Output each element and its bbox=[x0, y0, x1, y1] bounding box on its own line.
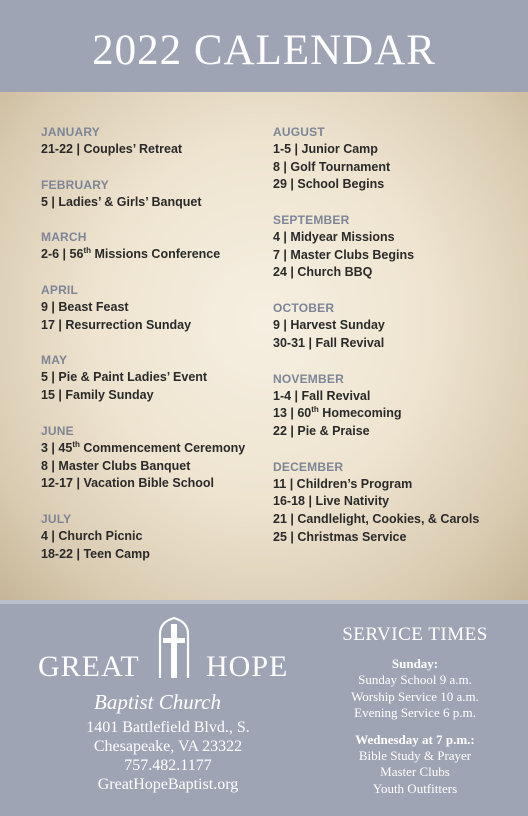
event-title: Junior Camp bbox=[301, 142, 378, 156]
event-row bbox=[41, 369, 245, 387]
event-date: 21 bbox=[273, 511, 287, 526]
event-date: 4 bbox=[41, 528, 48, 543]
separator: | bbox=[291, 142, 302, 156]
address-street: 1401 Battlefield Blvd., S. bbox=[86, 719, 250, 736]
event-row bbox=[273, 529, 479, 547]
month-block bbox=[41, 177, 245, 212]
separator: | bbox=[47, 440, 59, 455]
event-title: Beast Feast bbox=[58, 300, 129, 315]
month-name: JULY bbox=[41, 511, 72, 526]
event-title: Candlelight, Cookies, & Carols bbox=[297, 511, 480, 526]
event-title: Family Sunday bbox=[65, 388, 154, 403]
event-date: 17 bbox=[41, 317, 55, 332]
month-name: MARCH bbox=[41, 230, 87, 245]
month-block bbox=[273, 300, 479, 352]
separator: | bbox=[72, 546, 84, 561]
separator: | bbox=[54, 388, 66, 403]
service-times bbox=[330, 624, 500, 797]
event-date: 16-18 bbox=[273, 494, 305, 509]
event-ordinal-suffix: th bbox=[83, 246, 91, 256]
footer-divider bbox=[0, 600, 528, 604]
service-times-title: SERVICE TIMES bbox=[342, 624, 488, 645]
wednesday-heading: Wednesday at 7 p.m.: bbox=[355, 731, 475, 747]
month-block bbox=[41, 124, 245, 159]
month-block bbox=[41, 282, 245, 334]
header-band bbox=[0, 0, 528, 92]
event-title: Master Clubs Begins bbox=[290, 247, 415, 262]
sunday-item: Worship Service 10 a.m. bbox=[351, 688, 479, 704]
event-title: Church Picnic bbox=[58, 528, 143, 543]
event-ordinal-suffix: th bbox=[72, 439, 80, 449]
event-date: 1-5 bbox=[273, 142, 292, 156]
event-row bbox=[41, 141, 245, 159]
event-title: Ladies’ & Girls’ Banquet bbox=[58, 194, 202, 209]
event-date: 7 bbox=[273, 247, 280, 262]
month-name: JUNE bbox=[41, 423, 74, 438]
event-title: Resurrection Sunday bbox=[65, 317, 192, 332]
event-date: 22 bbox=[273, 423, 287, 438]
month-name: NOVEMBER bbox=[273, 371, 344, 386]
logo-subtitle: Baptist Church bbox=[94, 690, 221, 714]
month-name: FEBRUARY bbox=[41, 177, 109, 192]
separator: | bbox=[286, 476, 297, 491]
event-row bbox=[41, 387, 245, 405]
event-date: 18-22 bbox=[41, 546, 73, 561]
logo-word-great: GREAT bbox=[38, 650, 140, 683]
separator: | bbox=[304, 494, 316, 509]
event-title: Master Clubs Banquet bbox=[58, 458, 191, 473]
event-date: 11 bbox=[273, 476, 287, 491]
event-row bbox=[273, 264, 479, 282]
logo-word-hope: HOPE bbox=[206, 650, 289, 683]
month-block bbox=[41, 352, 245, 404]
event-row bbox=[273, 511, 479, 529]
event-ordinal: 56 bbox=[69, 247, 84, 262]
page-title: 2022 CALENDAR bbox=[92, 27, 436, 74]
event-row bbox=[273, 141, 479, 159]
event-row bbox=[273, 317, 479, 335]
sunday-item: Evening Service 6 p.m. bbox=[354, 705, 476, 720]
separator: | bbox=[286, 406, 298, 421]
event-date: 29 bbox=[273, 177, 287, 192]
month-block bbox=[273, 459, 479, 547]
event-title: Pie & Paint Ladies’ Event bbox=[58, 370, 208, 385]
month-block bbox=[41, 511, 245, 563]
event-row bbox=[41, 246, 245, 264]
separator: | bbox=[279, 247, 291, 262]
month-name: SEPTEMBER bbox=[273, 213, 350, 228]
event-date: 2-6 bbox=[41, 247, 60, 262]
sunday-item: Sunday School 9 a.m. bbox=[358, 672, 472, 687]
event-row bbox=[41, 317, 245, 335]
event-date: 1-4 bbox=[273, 388, 292, 403]
separator: | bbox=[59, 247, 70, 262]
event-row bbox=[41, 458, 245, 476]
event-row bbox=[273, 476, 479, 494]
month-block bbox=[41, 423, 245, 493]
event-row bbox=[273, 405, 479, 423]
month-name: APRIL bbox=[41, 283, 78, 298]
event-row bbox=[41, 299, 245, 317]
event-row bbox=[41, 475, 245, 493]
event-row bbox=[273, 229, 479, 247]
event-title: Teen Camp bbox=[83, 546, 150, 561]
event-title: Pie & Praise bbox=[297, 423, 370, 438]
event-row bbox=[273, 176, 479, 194]
separator: | bbox=[72, 142, 84, 156]
church-logo bbox=[36, 616, 298, 726]
calendar-column-right bbox=[273, 124, 479, 546]
event-date: 13 bbox=[273, 406, 287, 421]
event-title: Fall Revival bbox=[315, 335, 385, 350]
event-date: 21-22 bbox=[41, 142, 73, 156]
event-title: Live Nativity bbox=[315, 494, 390, 509]
event-title: Fall Revival bbox=[301, 388, 371, 403]
footer bbox=[0, 600, 528, 816]
event-date: 9 bbox=[41, 300, 48, 315]
event-row bbox=[41, 528, 245, 546]
month-block bbox=[273, 212, 479, 282]
calendar-panel bbox=[0, 92, 528, 600]
separator: | bbox=[304, 335, 316, 350]
event-date: 12-17 bbox=[41, 476, 73, 491]
event-date: 3 bbox=[41, 440, 48, 455]
event-row bbox=[273, 423, 479, 441]
separator: | bbox=[286, 423, 298, 438]
separator: | bbox=[47, 194, 59, 209]
month-name: DECEMBER bbox=[273, 459, 344, 474]
separator: | bbox=[291, 388, 302, 403]
address-city: Chesapeake, VA 23322 bbox=[93, 738, 243, 755]
event-date: 5 bbox=[41, 194, 48, 209]
event-row bbox=[41, 546, 245, 564]
event-date: 15 bbox=[41, 388, 55, 403]
separator: | bbox=[47, 528, 59, 543]
separator: | bbox=[286, 511, 298, 526]
event-date: 30-31 bbox=[273, 335, 305, 350]
month-name: OCTOBER bbox=[273, 301, 335, 316]
event-date: 8 bbox=[41, 458, 48, 473]
event-date: 5 bbox=[41, 370, 48, 385]
event-date: 9 bbox=[273, 318, 280, 333]
wednesday-item: Master Clubs bbox=[380, 764, 450, 779]
month-name: JANUARY bbox=[41, 125, 100, 139]
event-row bbox=[273, 335, 479, 353]
separator: | bbox=[286, 529, 298, 544]
separator: | bbox=[279, 318, 291, 333]
separator: | bbox=[47, 458, 59, 473]
separator: | bbox=[47, 370, 59, 385]
separator: | bbox=[286, 177, 298, 192]
event-title: Homecoming bbox=[318, 406, 402, 421]
event-date: 4 bbox=[273, 230, 280, 245]
event-title: Commencement Ceremony bbox=[79, 440, 246, 455]
event-title: Harvest Sunday bbox=[290, 318, 385, 333]
separator: | bbox=[54, 317, 66, 332]
separator: | bbox=[72, 476, 84, 491]
event-ordinal-suffix: th bbox=[311, 405, 319, 415]
separator: | bbox=[286, 265, 298, 280]
month-block bbox=[273, 371, 479, 441]
event-date: 24 bbox=[273, 265, 287, 280]
month-name: MAY bbox=[41, 353, 68, 368]
month-block bbox=[41, 229, 245, 264]
event-row bbox=[41, 440, 245, 458]
church-address bbox=[60, 718, 276, 794]
event-row bbox=[273, 247, 479, 265]
event-row bbox=[273, 388, 479, 406]
event-title: Midyear Missions bbox=[290, 230, 395, 245]
wednesday-item: Bible Study & Prayer bbox=[358, 747, 472, 763]
event-title: Church BBQ bbox=[297, 265, 373, 280]
event-title: School Begins bbox=[297, 177, 385, 192]
event-date: 8 bbox=[273, 159, 280, 174]
wednesday-item: Youth Outfitters bbox=[372, 780, 458, 796]
event-title: Missions Conference bbox=[91, 247, 221, 262]
event-ordinal: 60 bbox=[297, 406, 312, 421]
event-row bbox=[41, 194, 245, 212]
separator: | bbox=[279, 159, 291, 174]
event-row bbox=[273, 493, 479, 511]
event-date: 25 bbox=[273, 529, 287, 544]
cross-icon bbox=[146, 616, 202, 680]
separator: | bbox=[279, 230, 291, 245]
event-row bbox=[273, 159, 479, 177]
event-title: Vacation Bible School bbox=[83, 476, 215, 491]
event-title: Couples’ Retreat bbox=[83, 142, 183, 156]
phone-number: 757.482.1177 bbox=[124, 757, 212, 774]
event-title: Christmas Service bbox=[297, 529, 407, 544]
event-title: Children’s Program bbox=[296, 476, 413, 491]
sunday-heading: Sunday: bbox=[391, 656, 439, 671]
month-name: AUGUST bbox=[273, 125, 325, 139]
month-block bbox=[273, 124, 479, 194]
separator: | bbox=[47, 300, 59, 315]
event-title: Golf Tournament bbox=[290, 159, 391, 174]
calendar-column-left bbox=[41, 124, 245, 563]
website: GreatHopeBaptist.org bbox=[97, 776, 239, 793]
event-ordinal: 45 bbox=[58, 440, 73, 455]
